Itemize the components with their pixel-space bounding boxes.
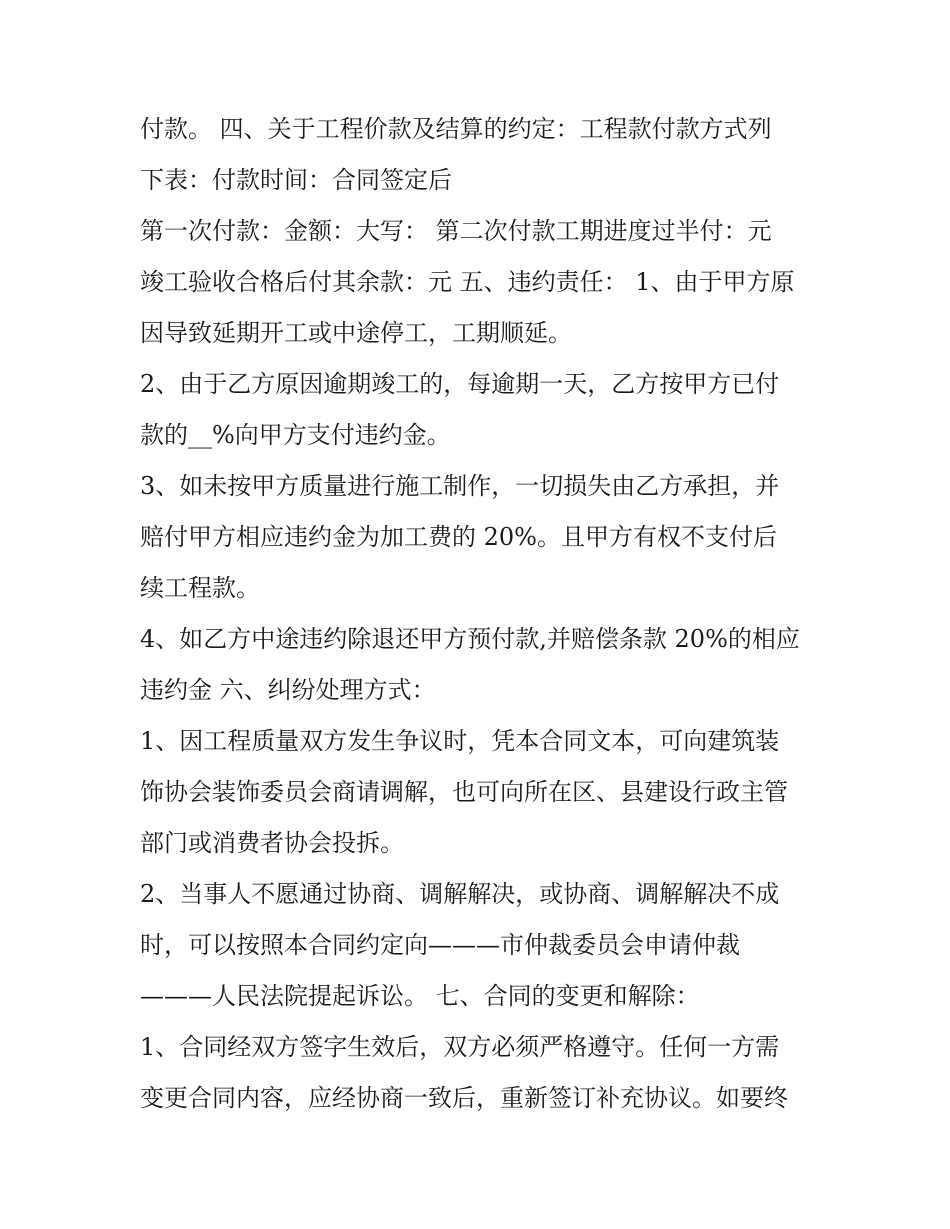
text-line: 1、因工程质量双方发生争议时，凭本合同文本，可向建筑装 [140, 727, 780, 755]
text-line: 4、如乙方中途违约除退还甲方预付款,并赔偿条款 20%的相应 [140, 625, 800, 653]
text-line: 下表：付款时间：合同签定后 [140, 166, 452, 194]
text-line: 饰协会装饰委员会商请调解，也可向所在区、县建设行政主管 [140, 778, 788, 806]
text-line: 变更合同内容，应经协商一致后，重新签订补充协议。如要终 [140, 1084, 788, 1112]
text-line: 3、如未按甲方质量进行施工制作，一切损失由乙方承担，并 [140, 472, 780, 500]
text-line: ———人民法院提起诉讼。 七、合同的变更和解除： [140, 982, 700, 1010]
text-line: 违约金 六、纠纷处理方式： [140, 676, 436, 704]
text-line: 因导致延期开工或中途停工，工期顺延。 [140, 319, 572, 347]
text-line: 竣工验收合格后付其余款：元 五、违约责任： 1、由于甲方原 [140, 268, 795, 296]
text-line: 第一次付款：金额：大写： 第二次付款工期进度过半付：元 [140, 217, 772, 245]
text-line: 时，可以按照本合同约定向———市仲裁委员会申请仲裁 [140, 931, 740, 959]
text-line: 款的__%向甲方支付违约金。 [140, 421, 451, 449]
text-line: 续工程款。 [140, 574, 260, 602]
text-line: 部门或消费者协会投拆。 [140, 829, 404, 857]
text-line: 赔付甲方相应违约金为加工费的 20%。且甲方有权不支付后 [140, 523, 777, 551]
contract-text-body [140, 104, 840, 1124]
text-line: 2、由于乙方原因逾期竣工的，每逾期一天，乙方按甲方已付 [140, 370, 780, 398]
text-line: 2、当事人不愿通过协商、调解解决，或协商、调解解决不成 [140, 880, 780, 908]
text-line: 1、合同经双方签字生效后，双方必须严格遵守。任何一方需 [140, 1033, 780, 1061]
text-line: 付款。 四、关于工程价款及结算的约定：工程款付款方式列 [140, 115, 772, 143]
